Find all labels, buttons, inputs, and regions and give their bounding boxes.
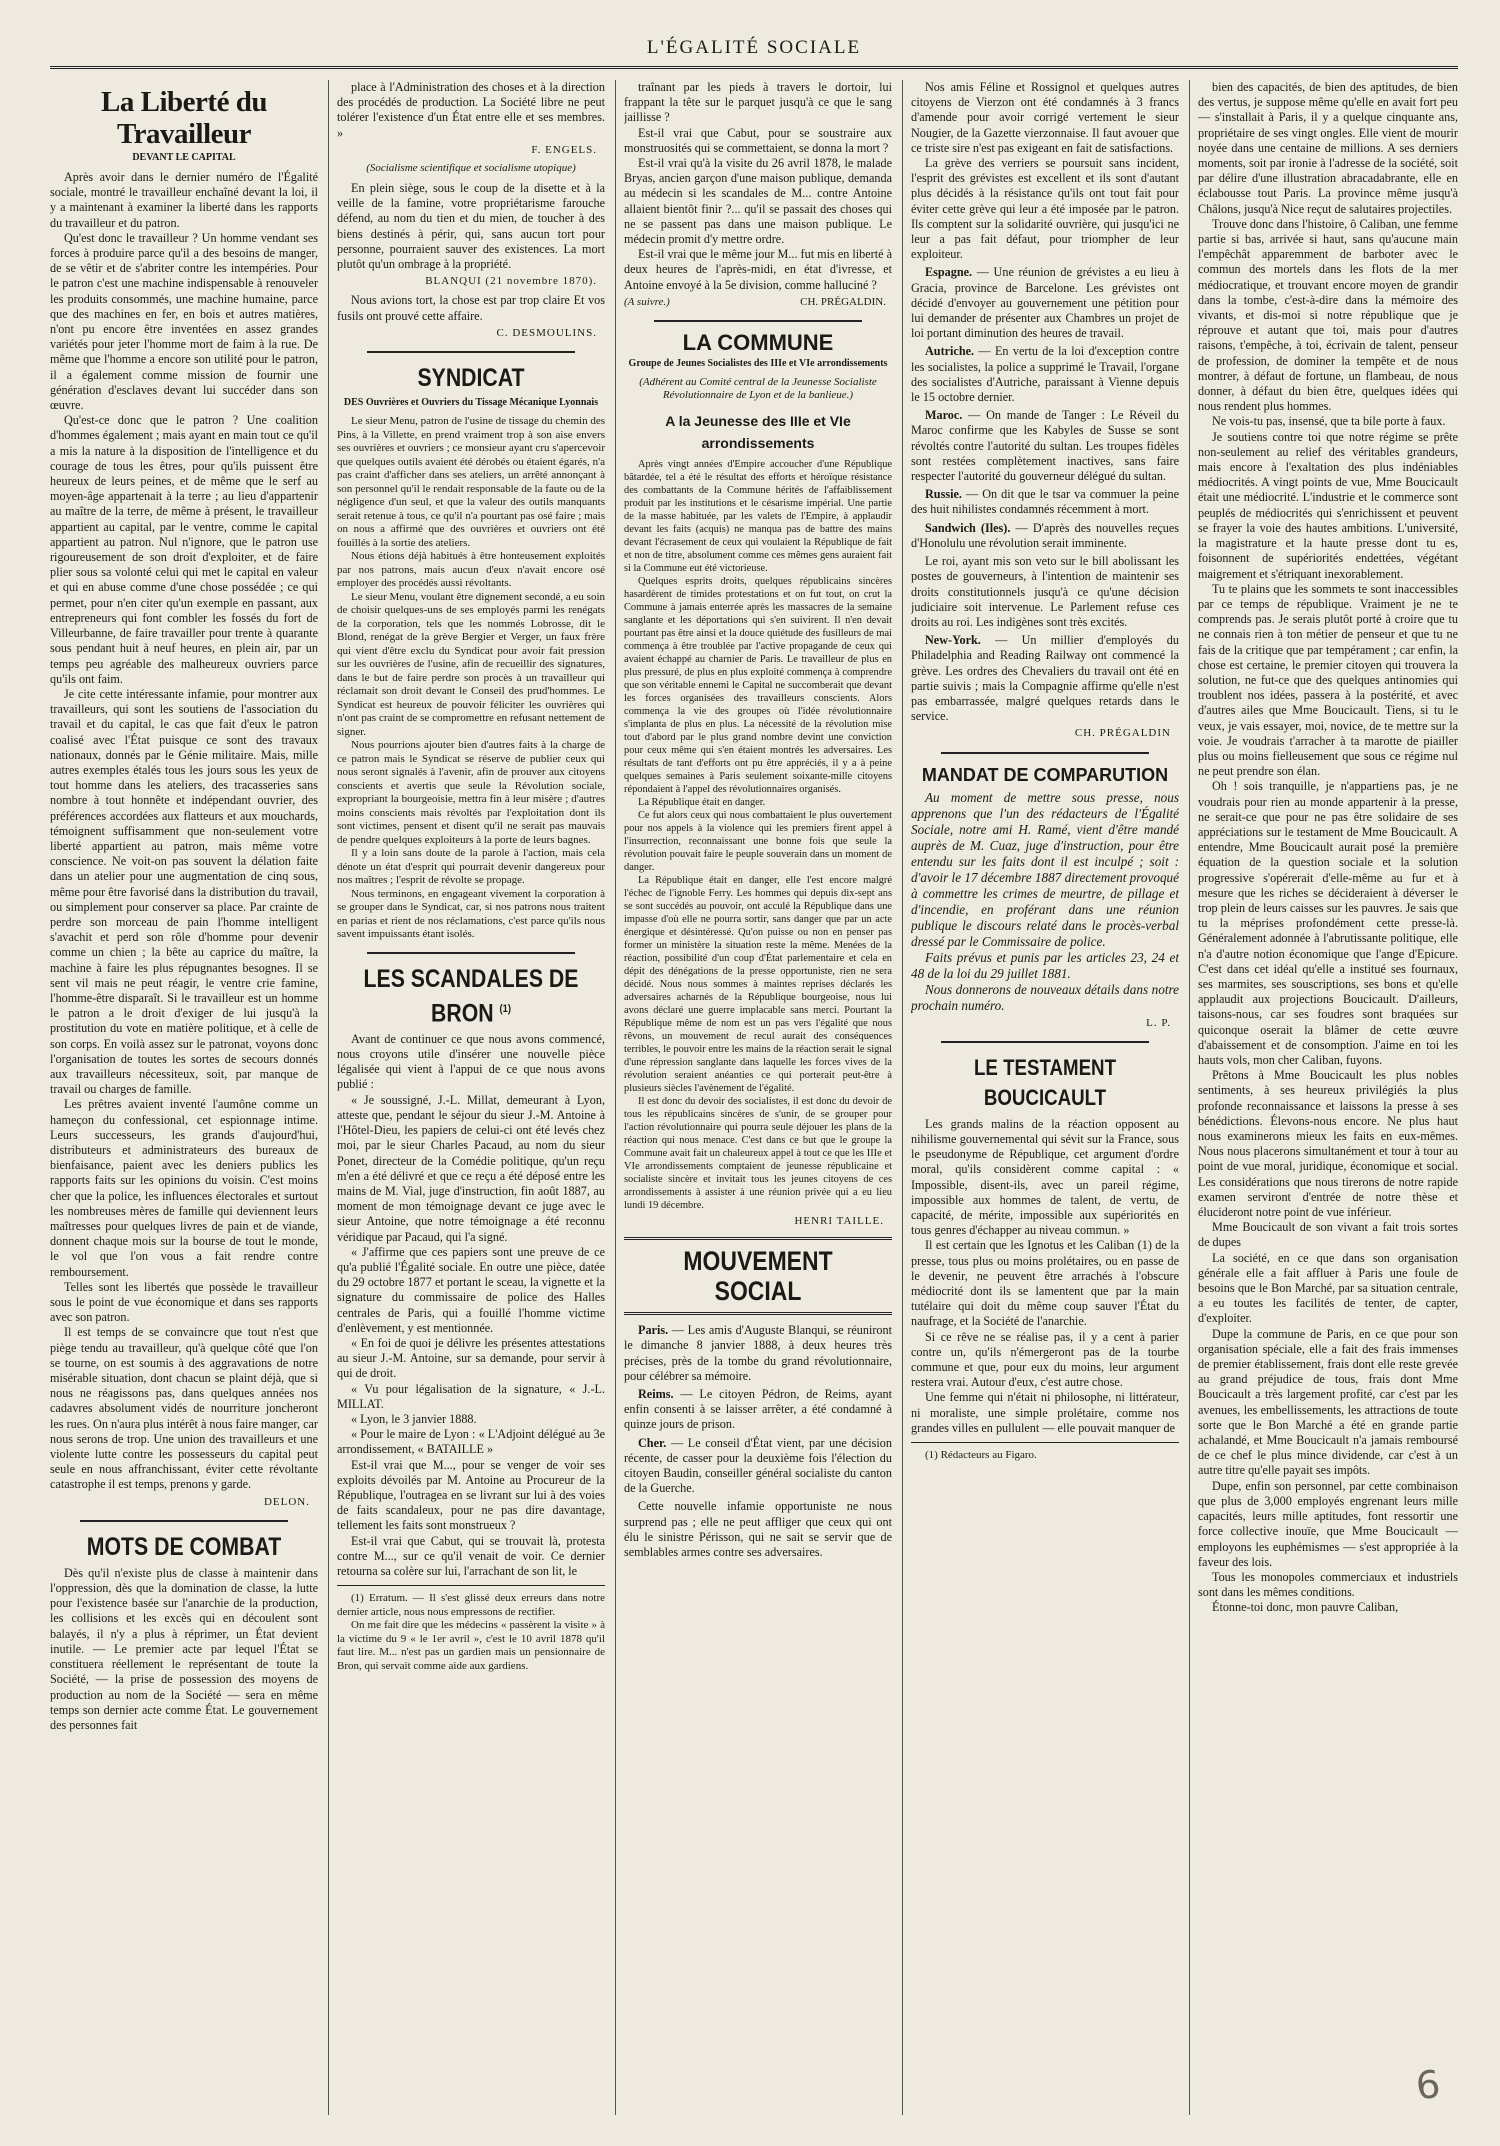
article-adherent-note: (Adhérent au Comité central de la Jeunesse Socialiste Révolutionnaire de Lyon et de la banlieue.) [639,376,877,402]
paragraph: Si ce rêve ne se réalise pas, il y a cent à parier contre un, qu'ils n'émergeront pas de la tourbe commune et que, pour eux du moins, leur argument restera vrai. Autour d'eux, c'est autre chose. [911,1329,1179,1390]
news-text: — Un millier d'employés du Philadelphia and Reading Railway ont commencé la grève. Les ordres des Chevaliers du travail ont été en partie suivis ; mais la Compagnie affirme qu'elle n'est pas embarrassée, malgré quelques retards dans le service. [911,633,1179,724]
article-title-testament-boucicault: LE TESTAMENT BOUCICAULT [974,1054,1116,1110]
footnote-rule [911,1442,1179,1443]
news-dateline: Reims. [638,1387,674,1402]
quote-engels [337,80,605,141]
news-dateline: Maroc. [925,408,963,423]
article-title-mots-de-combat: MOTS DE COMBAT [86,1532,282,1561]
news-text: Cette nouvelle infamie opportuniste ne nous surprend pas ; elle ne peut affliger que ceux qui ont élu le sinistre Périsson, qui ne sait se servir que de semblables armes contre ses adversaires. [624,1499,892,1560]
paragraph: Après avoir dans le dernier numéro de l'Égalité sociale, montré le travailleur enchaîné devant la loi, il y a maintenant à examiner la liberté dans les rapports du travailleur et du patron. [50,170,318,230]
paragraph: « Vu pour légalisation de la signature, « J.-L. MILLAT. [337,1381,605,1411]
paragraph: Telles sont les libertés que possède le travailleur sous le point de vue économique et dans ses rapports avec son patron. [50,1279,318,1325]
paragraph: Est-il vrai que M..., pour se venger de voir ses exploits dévoilés par M. Antoine au Procureur de la République, l'outragea en se livrant sur lui à des voies de faits scandaleux, pour ne pas dire davantage, tellement les faits sont monstrueux ? [337,1457,605,1533]
paragraph: Les prêtres avaient inventé l'aumône comme un hameçon du confessional, cet espionnage intime. Leurs successeurs, les grands d'aujourd'hui, distributeurs et administrateurs des bureaux de bienfaisance, paient avec les deniers publics les rapports faits sur les opinions du voisin. C'est moins cher que la police, les influences électorales et surtout les nombreuses mères de famille qui deviennent leurs maîtresses pour quelques livres de pain et de viande, donnent chaque mois sur la bourse de tout le monde, le vol que l'on vous a fait rendre contre remboursement. [50,1097,318,1279]
paragraph: Je soutiens contre toi que notre régime se prête non-seulement au relief des véritables grandeurs, mais encore à l'exaltation des plus indéniables médiocrités. A vingt points de vue, Mme Boucicault était une médiocrité. L'industrie et le commerce sont peuplés de médiocrités qui s'enrichissent et peuvent se frayer la voie des hautes ambitions. L'université, la magistrature et la haute presse dont tu es, foisonnent de supériorités endettées, végétant maigrement et s'étriquant inexorablement. [1198,429,1458,581]
divider [367,952,575,954]
news-item [911,344,1179,405]
news-item [624,1323,892,1384]
news-item [911,521,1179,551]
paragraph: Le sieur Menu, patron de l'usine de tissage du chemin des Pins, à la Villette, en prend vraiment trop à son aise envers ses ouvrières et ouvriers ; ce monsieur ayant cru s'apercevoir que quelques outils avaient été dérobés ou étaient égarés, n'a pas craint d'afficher dans ses ateliers, un arrêté annonçant à son personnel qu'il le rendait responsable de la faute ou de la négligence d'un seul, et que la valeur des outils manquants serait retenue à tous, ce qu'il n'a pourtant pas osé faire ; mais on nous a affirmé que des ouvrières et ouvriers ont été fouillés à la sortie des ateliers. [337,415,605,549]
news-dateline: Cher. [638,1435,667,1450]
news-dateline: Sandwich (Iles). [925,520,1011,535]
article-body-testament-continued [1198,80,1458,1616]
signature-delon: DELON. [263,1495,310,1508]
paragraph: Est-il vrai que le même jour M... fut mis en liberté à deux heures de l'après-midi, en état d'ivresse, et Antoine envoyé à la 5e division, comme halluciné ? [624,247,892,292]
paragraph: Les grands malins de la réaction opposent au nihilisme gouvernemental qui sévit sur la France, sous le pseudonyme de République, cet argument d'ordre moral, qu'ils considèrent comme capital : « Impossible, disent-ils, avec un pareil régime, impossible aux hommes de talent, de vertu, de capacité, de mérite, impossible aux supériorités en tous genres d'échapper au niveau commun. » [911,1116,1179,1238]
news-text: — En vertu de la loi d'exception contre les socialistes, la police a supprimé le Travail, l'organe des socialistes d'Autriche, paraissant à Vienne depuis le 15 octobre dernier. [911,344,1179,405]
news-text: — D'après des nouvelles reçues d'Honolulu une révolution serait imminente. [911,520,1179,550]
article-body-mots-de-combat [50,1566,318,1733]
column-rule [615,80,616,2115]
newspaper-page [50,30,1458,2115]
paragraph: Il est certain que les Ignotus et les Caliban (1) de la presse, tous plus ou moins prolétaires, ou en passe de le devenir, ne peuvent être arrachés à l'obscure médiocrité dont ils se lamentent que par la main tutélaire qui doit du même coup sauver l'État du naufrage, et la Société de l'anarchie. [911,1238,1179,1329]
news-text: Le roi, ayant mis son veto sur le bill abolissant les postes de gouverneurs, à l'intention de maintenir ses droits constitutionnels jusqu'à ce qu'une décision judiciaire soit intervenue. Le Parlement refuse ces droits au roi. Les indigènes sont très excités. [911,554,1179,629]
paragraph: Dupe la commune de Paris, en ce que pour son organisation spéciale, elle a fait des frais immenses de premier établissement, frais dont elle reste grevée au grand préjudice de tous, frais dont Mme Boucicault a très largement profité, car c'est par les avenues, les embellissements, les attractions de toute sorte que le Bon Marché a été en grande partie achalandé, et Mme Boucicault n'a jamais remboursé de ce chef le plus mince dividende, car c'est à un autre titre qu'elle payait ses impôts. [1198,1326,1458,1478]
scandales-note-mark: (1) [499,1002,511,1015]
paragraph: traînant par les pieds à travers le dortoir, lui frappant la tête sur le parquet jusqu'à ce que le sang jaillisse ? [624,80,892,125]
news-item [911,408,1179,484]
a-suivre: (A suivre.) [624,295,670,308]
paragraph: Ne vois-tu pas, insensé, que ta bile porte à faux. [1212,414,1446,429]
paragraph: Au moment de mettre sous presse, nous apprenons que l'un des rédacteurs de l'Égalité Sociale, notre ami H. Ramé, vient d'être mandé auprès de M. Cuaz, juge d'instruction, pour être entendu sur les faits dont il est inculpé ; soit : d'avoir le 17 décembre 1887 directement provoqué à commettre les crimes de meurtre, de pillage et d'incendie, en proférant dans une réunion publique le discours relaté dans le procès-verbal dressé par le Commissaire de police. [911,789,1179,949]
paragraph: Il y a loin sans doute de la parole à l'action, mais cela dénote un état d'esprit qui pourrait devenir dangereux pour nos maîtres ; l'esprit de révolte se propage. [337,847,605,887]
paragraph: « Lyon, le 3 janvier 1888. [351,1411,477,1426]
signature-lp: L. P. [1146,1016,1171,1029]
news-item [911,554,1179,630]
news-item [624,1387,892,1433]
footnote-rule [337,1585,605,1586]
paragraph: Qu'est donc le travailleur ? Un homme vendant ses forces à produire parce qu'il a des besoins de manger, de se vêtir et de s'abriter contre les intempéries. Pour le patron c'est une machine indispensable à renouveler les produits consommés, une machine humaine, parce que des machines en fer, en bois et autres matières, n'ont pu encore être inventées en assez grandes variétés pour jeter l'homme mort de faim à la rue. De même que l'homme a encore son utilité pour le patron, il a également comme mission de fournir une génération d'esclaves devant lui succéder dans son œuvre. [50,230,318,413]
paragraph: Est-il vrai que Cabut, pour se soustraire aux monstruosités qui se commettaient, se donna la mort ? [624,125,892,155]
news-text: — Les amis d'Auguste Blanqui, se réuniront le dimanche 8 janvier 1888, à deux heures très précises, près de la tombe du grand révolutionnaire, pour célébrer sa mémoire. [624,1323,892,1383]
divider [941,1041,1149,1043]
paragraph: Quelques esprits droits, quelques républicains sincères hasardèrent de timides protestations et on fut tout, on crut la Commune à jamais enterrée après les massacres de la semaine sanglante et les déportations qui s'en suivirent. Il n'en devait pourtant pas être ainsi et la douce quiétude des fusilleurs de mai commença à être troublée par l'active propagande de ceux qui avaient échappé au charnier de Paris. Le travailleur de plus en plus pressuré, de plus en plus exploité commença à comprendre que son véritable ennemi le Capital ne succomberait que devant les forces organisées des travailleurs conscients. Alors commença la vie des groupes où l'idée révolutionnaire s'implanta de plus en plus. La nécessité de la révolution mise tout d'abord par le plus grand nombre devint une conviction pour ceux même qui s'en étaient montrés les adversaires. Les résultats de tant d'efforts ont pu être appréciés, il y a à peine quelques semaines à Paris seulement soixante-mille citoyens répondaient à l'appel des révolutionnaires organisés. [624,576,892,796]
news-dateline: Autriche. [925,344,975,359]
article-body-scandales-continued [624,80,892,293]
column-3 [624,80,892,2115]
paragraph: Tu te plains que les sommets te sont inaccessibles par ce temps de république. Vraiment je ne te comprends pas. Je serais plutôt porté à croire que tu ne connais rien à ton métier de penseur et que tu ne fais de la critique que par tempérament ; car enfin, la chose est certaine, le premier citoyen qui trouvera la solution, ne fut-ce que des quelques antinomies qui troublent nos idées, passera à la postérité, et avec d'autres ailes que Mme Boucicault. Tiens, si tu le veux, je vais essayer, moi, novice, de te mettre sur la voie. Je voudrais t'arracher à ta marotte de piailler plus ou moins fielleusement que sous ce régime nul ne peut prendre son élan. [1198,581,1458,779]
news-text: — On dit que le tsar va commuer la peine des huit nihilistes condamnés récemment à mort. [911,487,1179,517]
signature-blanqui: BLANQUI (21 novembre 1870). [425,275,597,288]
paragraph: Nous étions déjà habitués à être honteusement exploités par nos patrons, mais aucun d'eux n'avait encore osé employer des procédés aussi révoltants. [337,550,605,590]
column-rule [328,80,329,2115]
paragraph: Qu'est-ce donc que le patron ? Une coalition d'hommes également ; mais ayant en main tout ce qu'il a mis la nature à la disposition de l'intelligence et du courage de tous les êtres, pour qu'ils puissent être heureux de leurs peines, et de même que le serf au moyen-âge appartenait à la terre ; au lieu d'appartenir au maître de la terre, de même à présent, le travailleur appartient au capital, par le ventre, comme le capital appartient au patron. Nul n'ignore, que le patron use rigoureusement de son droit d'exploiter, et de faire plier sous sa volonté celui qui met le capital en valeur et qui en abuse comme d'une chose possédée ; ce qui permet, pour n'en citer qu'un exemple en passant, aux entrepreneurs qui font combler les fossés du fort de Villeurbanne, de faire travailler pour trente à quarante sous pendant huit à neuf heures, en plein air, par un temps peu agréable des malheureux ouvriers parce qu'ils ont faim. [50,413,318,686]
paragraph: Une femme qui n'était ni philosophe, ni littérateur, ni moraliste, une simple prolétaire, comme nos grandes villes en pullulent — elle pouvait manquer de [911,1390,1179,1435]
paragraph: « J'affirme que ces papiers sont une preuve de ce qu'a publié l'Égalité sociale. En outre une pièce, datée du 29 octobre 1877 et portant le sceau, la vignette et la signature du commissaire de police des Halles centrales de Paris, qui a fouillé l'homme victime d'enlèvement, y est mentionnée. [337,1244,605,1335]
quote-desmoulins [337,293,605,323]
news-item [911,633,1179,724]
paragraph: La grève des verriers se poursuit sans incident, l'esprit des grévistes est excellent et ils sont d'autant plus décidés à la résistance qu'ils ont tout fait pour éviter cette grève qui leur a été imposée par le patron. Ils comptent sur la solidarité ouvrière, qui jusqu'ici ne leur a pas fait défaut, pour triompher de leur exploiteur. [911,156,1179,262]
paragraph: Après vingt années d'Empire accoucher d'une République bâtardée, tel a été le résultat des efforts et héroïque résistance des combattants de la Commune hérités de l'affaiblissement produit par les institutions et le césarisme impérial. Une partie de la masse habituée, par les valets de l'Empire, à applaudir devant les faits (acquis) ne manqua pas de battre des mains devant l'écrasement de ceux qui voulaient la République de fait et non de titre, absolument comme ces mêmes gens auraient fait si la Commune eut été victorieuse. [624,459,892,575]
paragraph: Le sieur Menu, voulant être dignement secondé, a eu soin de choisir quelques-uns de ses employés parmi les renégats de la corporation, tels que les nommés Lobrosse, dit le Blond, renégat de la grève Bergier et Verger, un faux frère qui vient d'être exclu du Syndicat pour avoir fait pression sur les ouvrières de l'usine, afin de recueillir des signatures, dans le but de faire perdre son procès à un travailleur qui réclamait son droit devant le Conseil des prud'hommes. Le Syndicat est heureux de pouvoir féliciter les ouvrières qui n'ont pas craint de se compromettre en refusant nettement de signer. [337,590,605,738]
signature-row-pregaldin [624,295,886,310]
column-rule [1189,80,1190,2115]
signature-desmoulins: C. DESMOULINS. [496,326,597,339]
paragraph: Nous donnerons de nouveaux détails dans notre prochain numéro. [911,981,1179,1013]
paragraph: Nous pourrions ajouter bien d'autres faits à la charge de ce patron mais le Syndicat se réserve de publier ceux qui nous seront signalés à l'avenir, afin de prouver aux citoyens conscients et avertis que seule la Révolution sociale, expropriant la bourgeoisie, mettra fin à leur misère ; d'autres moins conscients mais révoltés par l'exploitation dont ils sont victimes, pensent et disent qu'il ne serait pas mauvais de pendre quelques exploiteurs à la porte de leurs bagnes. [337,739,605,846]
quote-blanqui [337,181,605,272]
signature-pregaldin: CH. PRÉGALDIN. [800,295,886,308]
masthead: L'ÉGALITÉ SOCIALE [50,30,1458,69]
news-text: — On mande de Tanger : Le Réveil du Maroc confirme que les Kabyles de Susse se sont révoltés contre l'autorité du sultan. Les troupes fidèles sont restées complètement inactives, sans faire respecter l'autorité du gouverneur délégué du sultan. [911,408,1179,484]
article-title-scandales-de-bron [357,964,585,1028]
article-subtitle-liberte: DEVANT LE CAPITAL [132,152,236,163]
paragraph: Est-il vrai qu'à la visite du 26 avril 1878, le malade Bryas, ancien garçon d'une maison publique, demanda au médecin si les scandales de M... contre Antoine allaient bientôt finir ?... qu'il se passait des choses qui ne se passent pas dans une maison publique. Le médecin promit d'y mettre ordre. [624,156,892,247]
paragraph: (1) Erratum. — Il s'est glissé deux erreurs dans notre dernier article, nous nous empressons de rectifier. [337,1592,605,1618]
column-rule [902,80,903,2115]
news-text: — Le citoyen Pédron, de Reims, ayant enfin consenti à se laisser arrêter, a été condamné à quinze jours de prison. [624,1387,892,1432]
paragraph: En plein siège, sous le coup de la disette et à la veille de la famine, votre propriétarisme farouche défend, au nom du tien et du mien, de toucher à des biens destinés à périr, qui, sans aucun tort pour personne, pourraient sauver des existences. La mort plutôt qu'un ombrage à la propriété. [337,181,605,272]
article-body-testament [911,1117,1179,1436]
paragraph: Oh ! sois tranquille, je n'appartiens pas, je ne voudrais pour rien au monde appartenir à la presse, ne serait-ce que pour ne pas être solidaire de ses appréciations sur le testament de Mme Boucicault. A entendre, Mme Boucicault aurait posé la première équation de la question sociale et la solution progressive s'opérerait d'elle-même au fur et à mesure que les riches se décideraient à déverser le trop plein de leurs caisses sur les pauvres. Je sais que tu la méprises profondément cette presse-là. Généralement adonnée à l'abrutissante politique, elle n'a d'autre notion économique que l'ange d'Epicure. C'est dans cet idéal qu'elle a institué ses fournaux, ses marmites, ses souscriptions, ses bons et qu'elle applaudit aux projections Boucicault. D'ailleurs, taisons-nous, car ses foudres sont braquées sur quiconque oserait la blâmer de cette œuvre d'abaissement et de consomption. J'aime en toi les hauts vols, mon cher Caliban, fuyons. [1198,779,1458,1067]
section-header-mouvement-social [624,1237,892,1315]
footnote-erratum [337,1592,605,1673]
paragraph: « Je soussigné, J.-L. Millat, demeurant à Lyon, atteste que, pendant le séjour du sieur J.-M. Antoine à l'Hôtel-Dieu, les papiers de celui-ci ont été levés chez moi, par le sieur Charles Pacaud, au nom du sieur Ponet, directeur de la Comédie politique, qu'un reçu m'en a été délivré et que ce reçu a été déposé entre les mains de M. Vial, juge d'instruction, fin août 1887, au moment de mon témoignage devant ce juge avec le sieur Antoine, que notre témoignage a été reconnu véridique par Pacaud, qui l'a signé. [337,1092,605,1244]
paragraph: La République était en danger. [638,797,766,809]
article-body-liberte [50,170,318,1493]
column-5 [1198,80,1458,2115]
divider [367,351,575,353]
article-body-scandales [337,1032,605,1579]
paragraph: place à l'Administration des choses et à la direction des procédés de production. La Société libre ne peut tolérer l'existence d'un État entre elle et ses membres. » [337,80,605,140]
source-engels: (Socialisme scientifique et socialisme utopique) [366,162,576,175]
paragraph: On me fait dire que les médecins « passèrent la visite » à la victime du 9 « le 1er avril », c'est le 10 avril 1878 qu'il faut lire. M... n'est pas un gardien mais un pensionnaire de Bron, qui servait comme aide aux gardiens. [337,1619,605,1672]
paragraph: Dupe, enfin son personnel, par cette combinaison que plus de 3,000 employés engrenant leurs mille capacités, leurs mille aptitudes, font ressortir une force collective inouïe, que Mme Boucicault — employons les euphémismes — s'est appropriée à la faveur des lois. [1198,1478,1458,1569]
paragraph: Ce fut alors ceux qui nous combattaient le plus ouvertement pour nos appels à la violence qui les premiers firent appel à l'insurrection, reconnaissant une bonne fois que seule la révolution pouvait faire le peuple souverain dans un moment de danger. [624,810,892,874]
paragraph: Prêtons à Mme Boucicault les plus nobles sentiments, à ses heureux privilégiés la plus profonde reconnaissance et laissons la presse à ses bénédictions. Élevons-nous encore. Ne plus haut nous examinerons mieux les faits en eux-mêmes. Nous nous placerons simultanément et tour à tour au point de vue moral, juridique, économique et social. Les considérations que nous tirerons de notre rapide examen serviront d'entrée de notre thèse et élucideront notre point de vue inférieur. [1198,1068,1458,1220]
paragraph: Tous les monopoles commerciaux et industriels sont dans les mêmes conditions. [1198,1569,1458,1600]
column-4 [911,80,1179,2115]
paragraph: Il est donc du devoir des socialistes, il est donc du devoir de tous les républicains sincères de s'unir, de se grouper pour l'action révolutionnaire qui pourra seule déjouer les plans de la réaction qui nous menace. C'est dans ce but que le groupe la Commune avait fait un chaleureux appel à tout ce que les IIIe et VIe arrondissements comptaient de jeunesse républicaine et socialiste sincère et invitait tous les jeunes citoyens de ces arrondissements à assister à une réunion privée qui a eu lieu lundi 19 décembre. [624,1096,892,1212]
article-subtitle-la-commune: Groupe de Jeunes Socialistes des IIIe et VIe arrondissements [628,358,888,370]
article-title-syndicat: SYNDICAT [417,364,525,393]
paragraph: Est-il vrai que Cabut, qui se trouvait là, protesta contre M..., sur ce qu'il venait de voir. Ce dernier retourna sa colère sur lui, l'arrachant de son lit, le [337,1533,605,1578]
paragraph: bien des capacités, de bien des aptitudes, de bien des vertus, je suppose même qu'elle en avait fort peu — s'installait à Paris, il y a quelque cinquante ans, propriétaire de ses vingt ongles. Elle vient de mourir noyée dans une centaine de millions. A ses derniers moments, soit par ironie à l'adresse de la société, soit par délire d'une illustration abracadabrante, elle en éclabousse tout Paris. La province même jusqu'à Châlons, jusqu'à Nice reçut de salutaires projectiles. [1198,80,1458,216]
news-item [624,1499,892,1560]
signature-pregaldin-2: CH. PRÉGALDIN [1074,727,1171,740]
divider [80,1520,288,1522]
scandales-title-text: LES SCANDALES DE BRON [363,964,579,1027]
news-item [911,487,1179,517]
signature-engels: F. ENGELS. [531,143,597,156]
paragraph: La République était en danger, elle l'est encore malgré l'échec de l'ignoble Ferry. Les hommes qui depuis dix-sept ans se sont succédés au pouvoir, ont acculé la République dans une impasse d'où elle ne pourra sortir, sans danger que par un acte énergique et désintéressé. Qu'on puisse ou non en penser pas former un ministère la situation reste la même. Menées de la réaction, possibilité d'un coup d'État parlementaire et cela en dépit des dénégations de la presse opportuniste, rien ne sera décidé. Nous nous sommes à maintes reprises déclarés les adversaires acharnés de la République bourgeoise, nous lui avons déclaré une guerre implacable sans merci. Pourtant la République même de nom est un pas vers l'égalité que nous rêvons, un mouvement de recul aurait des conséquences terribles, le pouvoir entre les mains de la réaction serait le signal d'une répression sanglante dans laquelle les forces vives de la révolution seraient anéanties ce qui porterait peut-être à plusieurs siècles l'avènement de l'égalité. [624,875,892,1095]
columns [50,80,1458,2115]
news-dateline: Russie. [925,487,962,502]
divider [654,320,862,322]
signature-henri-taille: HENRI TAILLE. [794,1215,884,1228]
news-dateline: New-York. [925,633,981,648]
footnote-figaro: (1) Rédacteurs au Figaro. [925,1449,1037,1461]
paragraph: Étonne-toi donc, mon pauvre Caliban, [1212,1600,1399,1615]
article-subtitle-jeunesse: A la Jeunesse des IIIe et VIe arrondissements [665,413,851,452]
news-text: — Une réunion de grévistes a eu lieu à Gracia, province de Barcelone. Les grévistes ont décidé d'envoyer au gouvernement une pétition pour lui demander de présenter aux Chambres un projet de loi portant diminution des heures de travail. [911,265,1179,341]
paragraph: La société, en ce que dans son organisation générale elle a fait affluer à Paris une foule de besoins que le Bon Marché, par sa situation centrale, a eu toutes les facilités de tenter, de capter, d'exploiter. [1198,1250,1458,1326]
column-2 [337,80,605,2115]
paragraph: Trouve donc dans l'histoire, ô Caliban, une femme partie si bas, arrivée si haut, sans qu'aucune main l'empêchât apparemment de barboter avec le commun des mortels dans les flots de la mer médiocratique, et trouvant encore moyen de grandir dans la tombe, c'est-à-dire dans la mémoire des vivants, et dis-moi si notre république que je réprouve et autant que toi, mais pour d'autres raisons, t'empêche, à toi, écrivain de talent, penseur de profession, de dominer la tempête et de nous montrer, à défaut de fortune, un flambeau, de nous donner, à défaut du bien être, quelques idées qui nous rendent plus hommes. [1198,216,1458,414]
paragraph: Avant de continuer ce que nous avons commencé, nous croyons utile d'insérer une nouvelle pièce légalisée qui vient à l'appui de ce que nous avons publié : [337,1031,605,1092]
paragraph: Dès qu'il n'existe plus de classe à maintenir dans l'oppression, dès que la domination de classe, la lutte pour l'existence basée sur l'anarchie de la production, les collisions et les excès qui en découlent sont balayés, il n'y a plus à réprimer, un État devient inutile. — Le premier acte par lequel l'État se constituera réellement le représentant de toute la Société, — la prise de possession des moyens de production au nom de la Société — sera en même temps son dernier acte comme État. Le gouvernement des personnes fait [50,1565,318,1732]
news-dateline: Espagne. [925,265,973,280]
news-list [911,265,1179,724]
article-title-la-commune: LA COMMUNE [682,330,834,356]
article-body-mandat [911,790,1179,1014]
paragraph: « En foi de quoi je délivre les présentes attestations au sieur J.-M. Antoine, sur sa demande, pour servir à qui de droit. [337,1335,605,1381]
paragraph: Il est temps de se convaincre que tout n'est que piège tendu au travailleur, qu'à quelque côté que l'on se tourne, on est soumis à des aggravations de notre misérable situation, dont chacun se plaint déjà, que si nous ne réagissons pas, dans quelques années nos cadavres absolument vidés de nourriture joncheront les rues. On n'aura plus intérêt à nous faire manger, car nous serons de trop. Une union des travailleurs et une violente lutte contre les possesseurs du capital peut seule en nous affranchissant, éviter cette révoltante catastrophe il est temps, prenons y garde. [50,1325,318,1492]
paragraph: Nous avions tort, la chose est par trop claire Et vos fusils ont prouvé cette affaire. [337,293,605,323]
paragraph: Nos amis Féline et Rossignol et quelques autres citoyens de Vierzon ont été condamnés à 3 francs d'amende pour avoir corrigé vertement le sieur Nougier, de la Gazette vierzonnaise. Il faut avouer que ce triste sire n'est pas exigeant en fait de satisfactions. [911,80,1179,155]
article-title-mandat: MANDAT DE COMPARUTION [921,764,1169,785]
news-text: — Le conseil d'État vient, par une décision récente, de casser pour la deuxième fois l'élection du citoyen Baudin, conseiller général socialiste du canton de la Guerche. [624,1435,892,1496]
news-item [911,265,1179,341]
paragraph: Je cite cette intéressante infamie, pour montrer aux travailleurs, qui sont les soutiens de l'association du travail et du capital, le cas que fait d'eux le patron coalisé avec l'État puisque ce sont des travaux nationaux, donnés par le Génie militaire. Mais, mille autres exemples étalés tous les jours sous les yeux de tout homme dans les ateliers, des tracasseries sans nombre à tout honnête et indépendant ouvrier, des préférences accordées aux flatteurs et aux mouchards, témoignent suffisamment que non-seulement votre liberté appartient au patron, mais même votre conscience. Ne voit-on pas souvent la délation faite dans un atelier pour une augmentation de cinq sous, même pour être favorisé dans la distribution du travail, ou simplement pour conserver sa place. Par crainte de perdre son morceau de pain l'homme intelligent s'avachit et perd son rôle d'homme pour devenir comme un chien ; la bête au caprice du maître, la machine à faire les plus répugnantes besognes. Il se sent vil mais ne peut réagir, le ventre crie famine, l'homme-être disparaît. Si le travailleur est un homme le patron a le droit d'exiger de lui jusqu'à la prostitution du vote en matière politique, et à celle de son corps. En voilà assez sur le patronat, voyons donc l'organisation de toutes les sortes de secours donnés aux travailleurs nécessiteux, soit, par manque de travail ou charges de famille. [50,686,318,1097]
article-title-liberte: La Liberté du Travailleur [101,86,267,150]
divider [941,752,1149,754]
column-1 [50,80,318,2115]
article-body-la-commune [624,458,892,1212]
news-dateline: Paris. [638,1323,669,1338]
article-body-mouvement-social [624,1323,892,1560]
article-body-syndicat [337,415,605,942]
paragraph: « Pour le maire de Lyon : « L'Adjoint délégué au 3e arrondissement, « BATAILLE » [337,1427,605,1457]
news-item [624,1436,892,1497]
paragraph: Nous terminons, en engageant vivement la corporation à se grouper dans le Syndicat, car, si nos patrons nous traitent en parias et rient de nos réclamations, c'est parce qu'ils nous savent impuissants étant isolés. [337,887,605,941]
article-title-mouvement-social: MOUVEMENT SOCIAL [683,1246,833,1307]
page-number-handwritten: 6 [1413,2061,1443,2109]
news-vierzon [911,80,1179,262]
article-subtitle-syndicat: DES Ouvrières et Ouvriers du Tissage Mécanique Lyonnais [343,397,599,409]
paragraph: Mme Boucicault de son vivant a fait trois sortes de dupes [1198,1220,1458,1250]
paragraph: Faits prévus et punis par les articles 23, 24 et 48 de la loi du 29 juillet 1881. [911,949,1179,981]
